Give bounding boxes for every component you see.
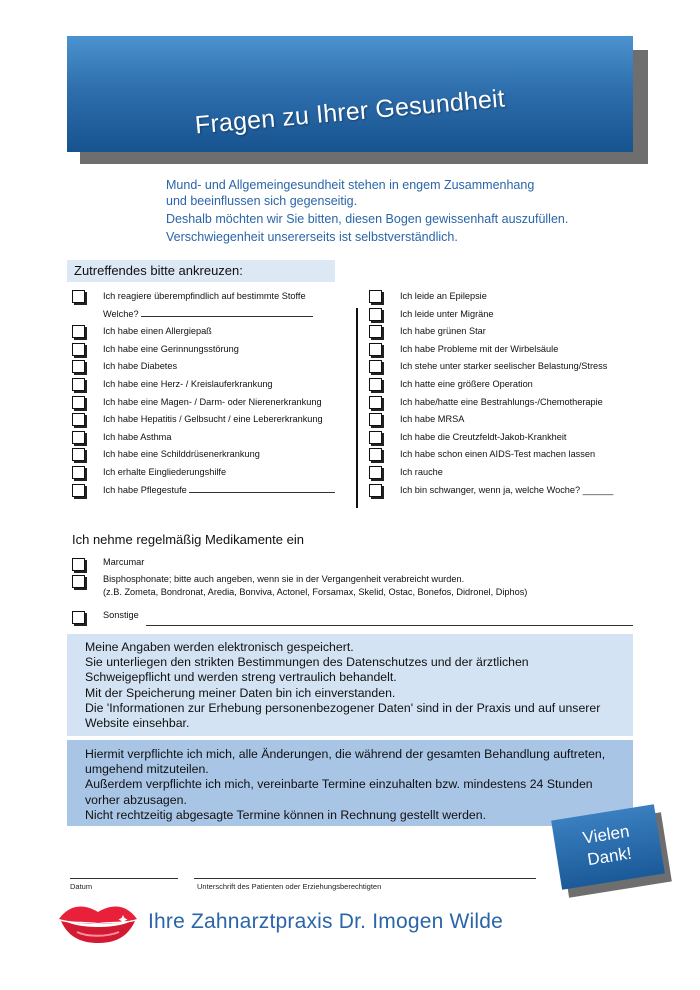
- checklist-label: Ich habe Asthma: [103, 431, 172, 442]
- checklist-label: Ich habe eine Herz- / Kreislauferkrankung: [103, 378, 273, 389]
- lips-icon: [57, 899, 139, 945]
- checkbox[interactable]: [72, 431, 85, 444]
- checklist-item: [369, 394, 639, 412]
- intro-line: und beeinflussen sich gegenseitig.: [166, 194, 358, 208]
- checklist-item: [72, 306, 352, 324]
- checkbox[interactable]: [72, 611, 85, 624]
- checklist-label: Ich habe Probleme mit der Wirbelsäule: [400, 343, 559, 354]
- checkbox[interactable]: [72, 325, 85, 338]
- obligation-line: Nicht rechtzeitig abgesagte Termine können in Rechnung gestellt werden.: [85, 807, 487, 822]
- checklist-label: Ich erhalte Eingliederungshilfe: [103, 466, 227, 477]
- checklist-label: Ich habe Pflegestufe: [103, 484, 187, 495]
- intro-text: [166, 177, 606, 245]
- checkbox[interactable]: [369, 325, 382, 338]
- checklist-label: Ich habe schon einen AIDS-Test machen lassen: [400, 449, 596, 460]
- checklist-item: [369, 446, 639, 464]
- checkbox[interactable]: [369, 484, 382, 497]
- obligation-line: vorher abzusagen.: [85, 792, 187, 807]
- which-input-line[interactable]: [141, 307, 313, 317]
- checkbox[interactable]: [72, 343, 85, 356]
- checklist-label: Ich habe die Creutzfeldt-Jakob-Krankheit: [400, 431, 567, 442]
- checkbox[interactable]: [369, 308, 382, 321]
- checklist-item: [369, 306, 639, 324]
- checklist-item: [369, 288, 639, 306]
- checklist-label: Ich reagiere überempfindlich auf bestimmte Stoffe: [103, 291, 306, 301]
- checklist-item: [72, 323, 352, 341]
- checkbox[interactable]: [72, 360, 85, 373]
- checklist-right-column: [369, 288, 639, 499]
- checkbox[interactable]: [369, 431, 382, 444]
- date-input-line[interactable]: [70, 878, 178, 879]
- checklist-label: Ich bin schwanger, wenn ja, welche Woche? ______: [400, 484, 614, 495]
- checkbox[interactable]: [369, 466, 382, 479]
- obligation-line: umgehend mitzuteilen.: [85, 762, 209, 777]
- checklist-item: [369, 429, 639, 447]
- checkbox[interactable]: [72, 558, 85, 571]
- checkbox[interactable]: [72, 396, 85, 409]
- checklist-label: Ich habe MRSA: [400, 414, 465, 425]
- checklist-item: [72, 446, 352, 464]
- privacy-line: Schweigepflicht und werden streng vertraulich behandelt.: [85, 670, 397, 685]
- checklist-item: [72, 376, 352, 394]
- checklist-label: Ich habe eine Gerinnungsstörung: [103, 343, 239, 354]
- intro-line: Mund- und Allgemeingesundheit stehen in engem Zusammenhang: [166, 178, 535, 192]
- pflegestufe-field: [103, 482, 335, 499]
- checklist-left-column: [72, 288, 352, 499]
- thanks-line: Dank!: [586, 843, 633, 870]
- checkbox[interactable]: [369, 413, 382, 426]
- checklist-label: Ich rauche: [400, 466, 443, 477]
- checkbox[interactable]: [72, 484, 85, 497]
- checkbox[interactable]: [72, 575, 85, 588]
- checkbox[interactable]: [72, 448, 85, 461]
- checklist-item: [72, 288, 352, 306]
- checklist-label: Ich habe einen Allergiepaß: [103, 326, 212, 337]
- checklist-item: [369, 358, 639, 376]
- checklist-label: Ich habe eine Schilddrüsenerkrankung: [103, 449, 260, 460]
- checklist-label: Ich habe/hatte eine Bestrahlungs-/Chemotherapie: [400, 396, 603, 407]
- checklist-label: Ich leide an Epilepsie: [400, 291, 487, 301]
- checklist-label: Ich stehe unter starker seelischer Belastung/Stress: [400, 361, 608, 372]
- checklist-label: Ich leide unter Migräne: [400, 308, 494, 319]
- checklist-label: Ich habe Diabetes: [103, 361, 178, 372]
- checkbox[interactable]: [369, 360, 382, 373]
- medication-label: Marcumar: [103, 557, 145, 567]
- checklist-item: [72, 358, 352, 376]
- privacy-text: [85, 640, 600, 731]
- privacy-line: Die 'Informationen zur Erhebung personenbezogener Daten' sind in der Praxis und auf unserer: [85, 700, 601, 715]
- checkbox[interactable]: [369, 343, 382, 356]
- which-field: [103, 306, 313, 323]
- sonstige-input-line[interactable]: [146, 625, 633, 626]
- checklist-label: Ich habe eine Magen- / Darm- oder Nierenerkrankung: [103, 396, 322, 407]
- privacy-line: Website einsehbar.: [85, 716, 190, 731]
- which-label: Welche?: [103, 308, 139, 319]
- checklist-heading: Zutreffendes bitte ankreuzen:: [67, 260, 335, 282]
- checkbox[interactable]: [369, 378, 382, 391]
- checklist-label: Ich hatte eine größere Operation: [400, 378, 533, 389]
- checklist-item: [72, 341, 352, 359]
- checklist-item: [72, 394, 352, 412]
- checkbox[interactable]: [72, 466, 85, 479]
- obligation-line: Außerdem verpflichte ich mich, vereinbarte Termine einzuhalten bzw. mindestens 24 Stunden: [85, 777, 593, 792]
- medication-examples-text: (z.B. Zometa, Bondronat, Aredia, Bonviva, Actonel, Forsamax, Skelid, Ostac, Bonefos, Didronel, Diphos): [103, 587, 528, 597]
- checklist-item: [72, 482, 352, 500]
- checklist-item: [369, 376, 639, 394]
- checkbox[interactable]: [369, 290, 382, 303]
- checkbox[interactable]: [369, 396, 382, 409]
- checklist-item: [369, 464, 639, 482]
- column-divider: [356, 308, 358, 508]
- pflegestufe-input-line[interactable]: [189, 483, 335, 493]
- intro-line: Deshalb möchten wir Sie bitten, diesen Bogen gewissenhaft auszufüllen.: [166, 212, 569, 226]
- signature-label: Unterschrift des Patienten oder Erziehungsberechtigten: [197, 882, 382, 891]
- checklist-label: Ich habe grünen Star: [400, 326, 486, 337]
- intro-line: Verschwiegenheit unsererseits ist selbstverständlich.: [166, 230, 458, 244]
- obligation-text: [85, 747, 605, 823]
- medication-label: Bisphosphonate; bitte auch angeben, wenn sie in der Vergangenheit verabreicht wurden.: [103, 574, 465, 584]
- checklist-item: [369, 411, 639, 429]
- checkbox[interactable]: [72, 413, 85, 426]
- checklist-label: Ich habe Hepatitis / Gelbsucht / eine Lebererkrankung: [103, 414, 323, 425]
- privacy-line: Mit der Speicherung meiner Daten bin ich einverstanden.: [85, 685, 396, 700]
- checkbox[interactable]: [369, 448, 382, 461]
- date-label: Datum: [70, 882, 93, 891]
- checklist-item: [369, 341, 639, 359]
- signature-input-line[interactable]: [194, 878, 536, 879]
- checklist-item: [369, 482, 639, 500]
- checkbox[interactable]: [72, 378, 85, 391]
- checklist-item: [72, 429, 352, 447]
- checklist-item: [72, 411, 352, 429]
- page-title: Fragen zu Ihrer Gesundheit: [193, 84, 507, 140]
- checklist-item: [72, 464, 352, 482]
- thanks-line: Vielen: [581, 821, 631, 848]
- privacy-line: Sie unterliegen den strikten Bestimmungen des Datenschutzes und der ärztlichen: [85, 655, 529, 670]
- checklist-item: [369, 323, 639, 341]
- medication-label: Sonstige: [103, 610, 139, 620]
- checkbox[interactable]: [72, 290, 85, 303]
- header-banner: [67, 36, 633, 152]
- privacy-line: Meine Angaben werden elektronisch gespeichert.: [85, 640, 354, 654]
- obligation-line: Hiermit verpflichte ich mich, alle Änderungen, die während der gesamten Behandlung auftreten,: [85, 747, 606, 761]
- medication-title: Ich nehme regelmäßig Medikamente ein: [72, 532, 304, 547]
- practice-name: Ihre Zahnarztpraxis Dr. Imogen Wilde: [148, 910, 504, 933]
